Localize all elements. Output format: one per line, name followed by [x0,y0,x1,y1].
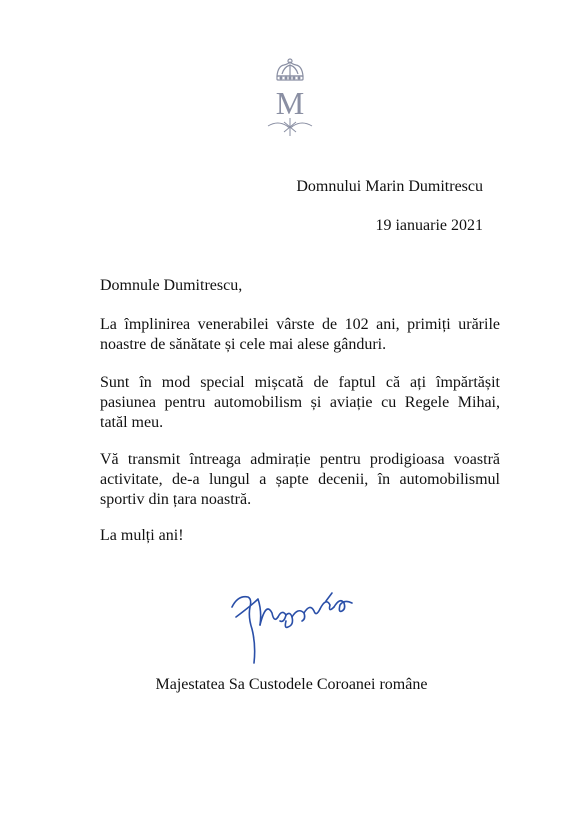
monogram-flourish [268,118,312,136]
royal-monogram [260,52,320,138]
paragraph-line: Sunt în mod special mișcată de faptul că ați împărtășit [100,374,500,391]
paragraph-shared-passion [100,373,500,433]
paragraph-line: pasiunea pentru automobilism și aviație cu Regele Mihai, [100,394,500,411]
paragraph-line: noastre de sănătate și cele mai alese gânduri. [100,336,387,353]
handwritten-signature [222,583,362,665]
paragraph-line: Vă transmit întreaga admirație pentru prodigioasa voastră [100,451,500,468]
paragraph-line: activitate, de-a lungul a șapte decenii, în automobilismul [100,471,500,488]
signatory-title: Majestatea Sa Custodele Coroanei române [155,676,428,693]
paragraph-admiration [100,450,500,510]
closing-line: La mulți ani! [100,527,184,544]
paragraph-birthday-wishes [100,315,500,355]
paragraph-line: sportiv din țara noastră. [100,491,252,508]
paragraph-line: tatăl meu. [100,414,164,431]
letter-date: 19 ianuarie 2021 [375,217,483,234]
recipient-line: Domnului Marin Dumitrescu [296,178,483,195]
monogram-letter: M [275,85,305,121]
paragraph-line: La împlinirea venerabilei vârste de 102 ani, primiți urările [100,316,500,333]
crown-icon [277,59,303,80]
salutation: Domnule Dumitrescu, [100,277,243,294]
